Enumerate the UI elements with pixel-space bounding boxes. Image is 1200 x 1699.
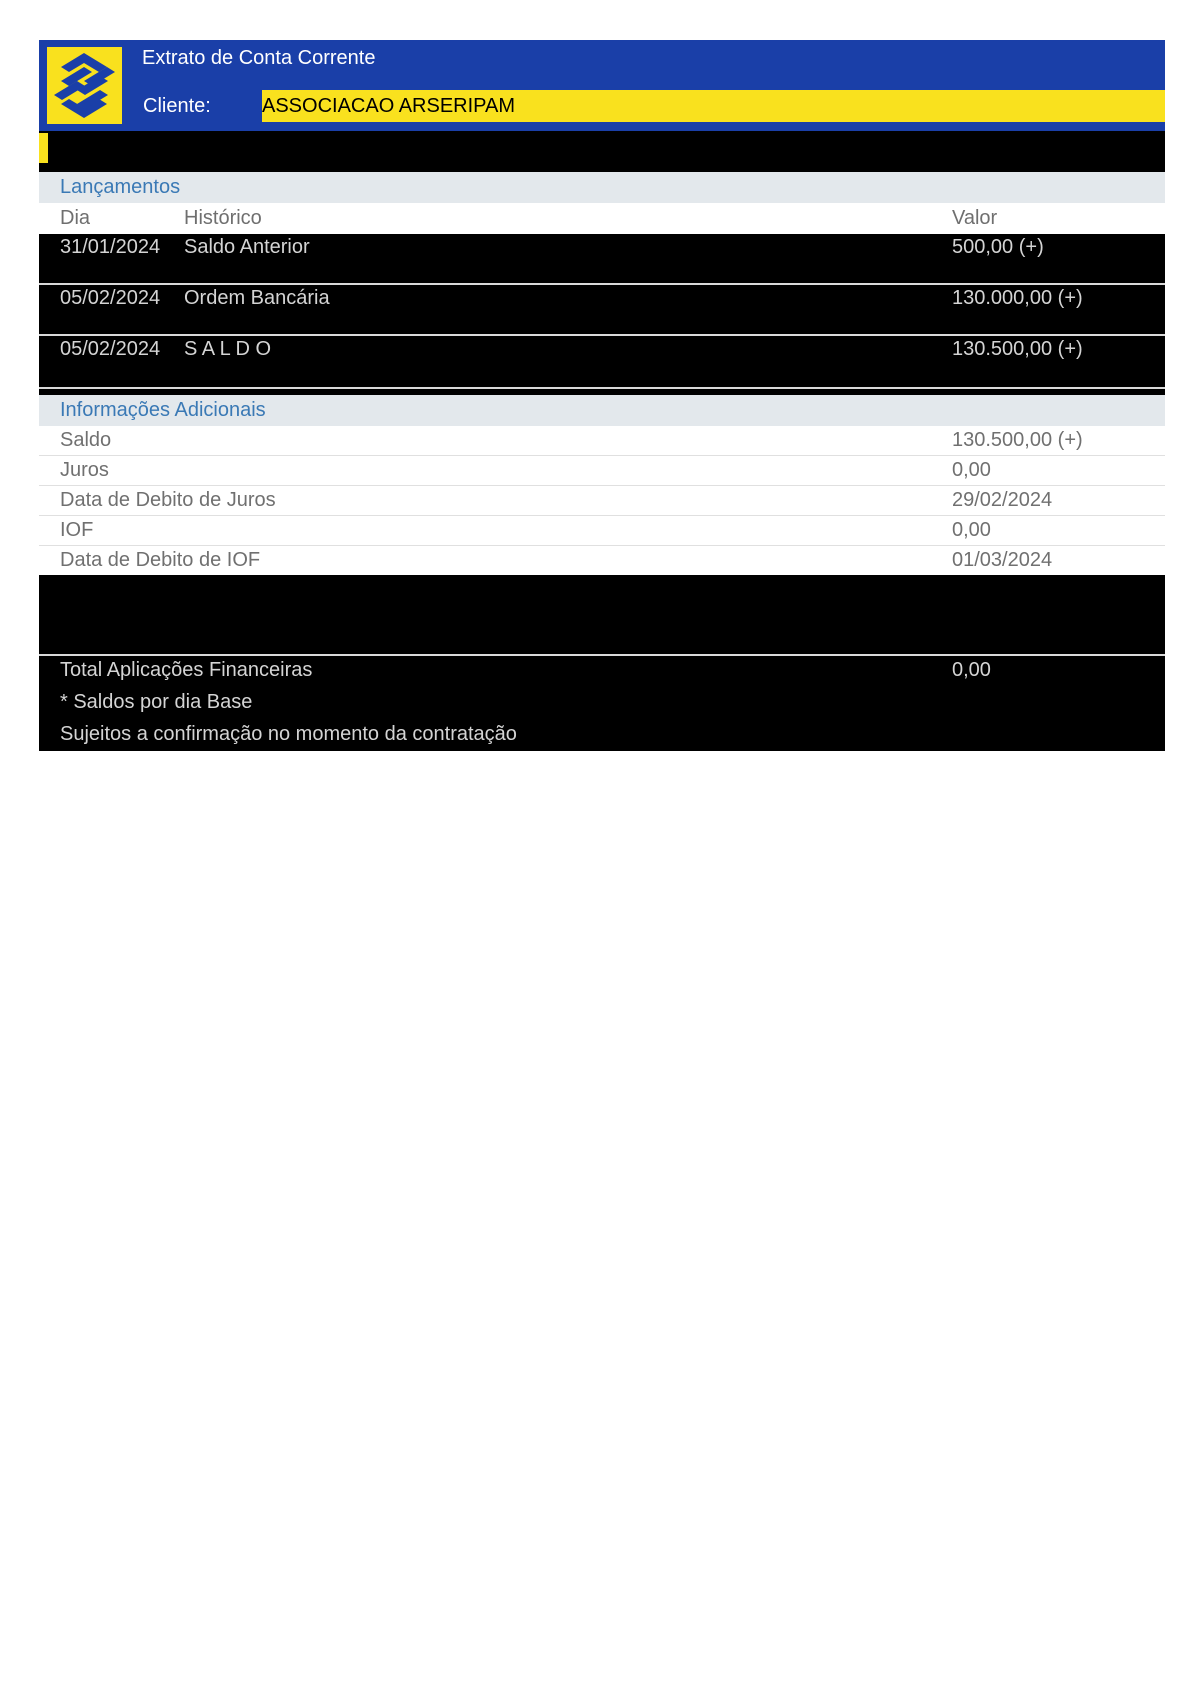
entry-description: S A L D O [184, 338, 272, 360]
statement-header [39, 40, 1165, 131]
info-row [39, 426, 1165, 456]
lancamentos-column-headers [39, 203, 1165, 234]
info-label: Saldo [60, 429, 112, 451]
informacoes-section-title: Informações Adicionais [39, 395, 1165, 426]
statement-footer [39, 656, 1165, 751]
table-row [39, 285, 1165, 336]
footer-note: * Saldos por dia Base [60, 691, 253, 713]
entry-date: 05/02/2024 [60, 287, 161, 309]
column-header-valor: Valor [952, 207, 998, 229]
client-label: Cliente: [143, 95, 211, 117]
info-value: 0,00 [952, 459, 991, 481]
bank-logo-icon [47, 47, 122, 124]
footer-note: Sujeitos a confirmação no momento da contratação [60, 723, 517, 745]
entry-date: 05/02/2024 [60, 338, 161, 360]
client-row [123, 90, 1165, 122]
column-header-dia: Dia [60, 207, 91, 229]
yellow-marker [39, 133, 48, 163]
column-header-historico: Histórico [184, 207, 262, 229]
info-row [39, 516, 1165, 546]
account-statement [39, 40, 1165, 751]
entry-date: 31/01/2024 [60, 236, 161, 258]
entry-description: Ordem Bancária [184, 287, 330, 309]
info-label: Data de Debito de IOF [60, 549, 261, 571]
info-value: 0,00 [952, 519, 991, 541]
info-row [39, 546, 1165, 575]
redacted-bar [39, 131, 1165, 172]
info-value: 29/02/2024 [952, 489, 1053, 511]
info-row [39, 486, 1165, 516]
table-row [39, 234, 1165, 285]
total-aplicacoes-value: 0,00 [952, 659, 991, 681]
entry-value: 500,00 (+) [952, 236, 1044, 258]
table-row [39, 336, 1165, 387]
info-value: 01/03/2024 [952, 549, 1053, 571]
lancamentos-section-title: Lançamentos [39, 172, 1165, 203]
total-aplicacoes-label: Total Aplicações Financeiras [60, 659, 313, 681]
info-label: Juros [60, 459, 109, 481]
info-value: 130.500,00 (+) [952, 429, 1083, 451]
info-row [39, 456, 1165, 486]
info-label: Data de Debito de Juros [60, 489, 276, 511]
redacted-block [39, 575, 1165, 656]
entry-description: Saldo Anterior [184, 236, 310, 258]
client-name: ASSOCIACAO ARSERIPAM [262, 90, 1165, 122]
entry-value: 130.000,00 (+) [952, 287, 1083, 309]
info-label: IOF [60, 519, 94, 541]
statement-title: Extrato de Conta Corrente [142, 47, 376, 69]
entry-value: 130.500,00 (+) [952, 338, 1083, 360]
